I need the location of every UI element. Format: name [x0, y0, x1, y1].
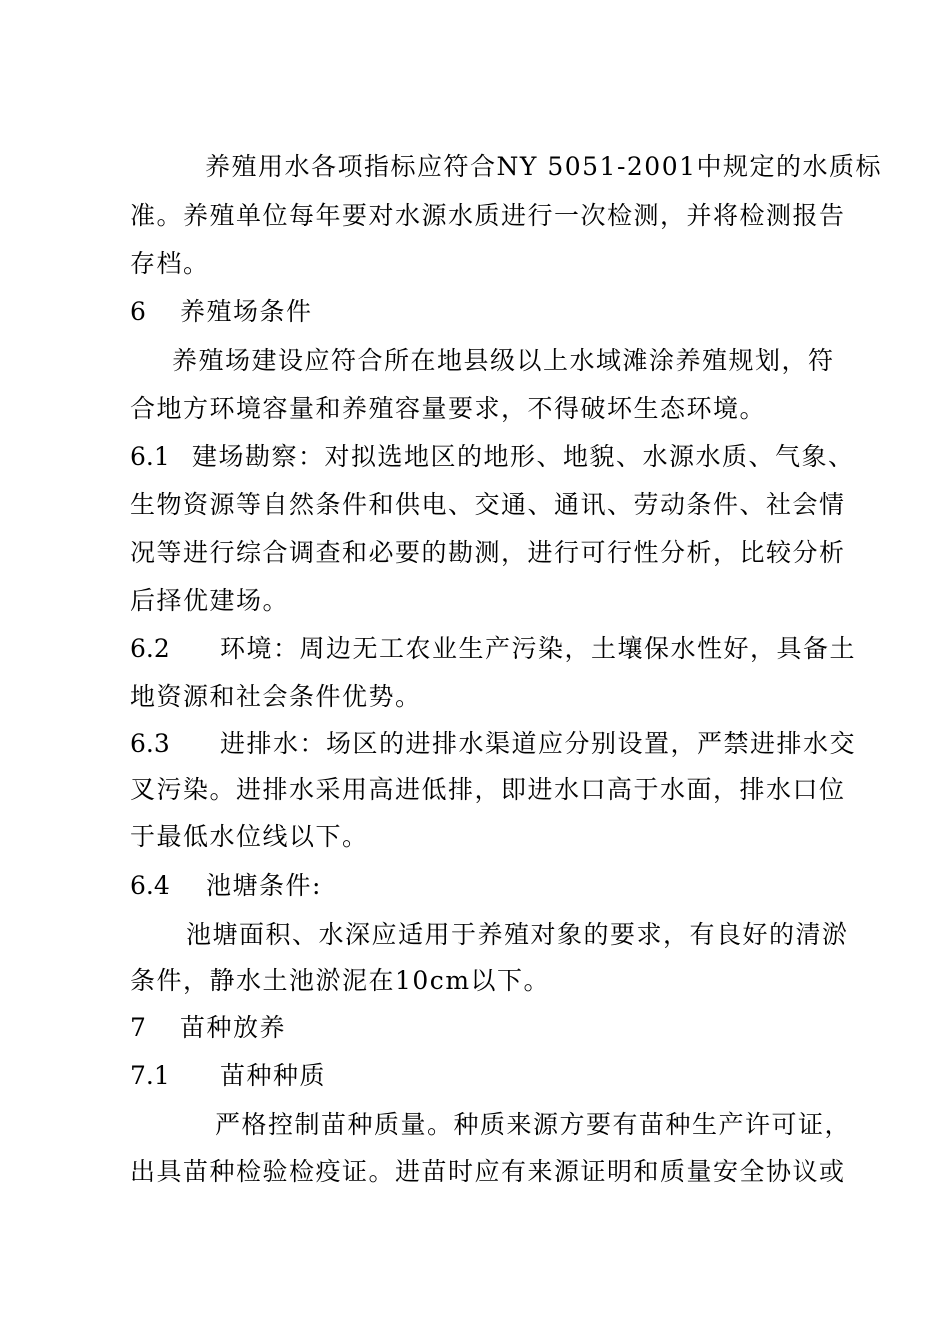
section-6-3-line-3: 于最低水位线以下。 — [130, 822, 369, 851]
section-6-4-line-2: 条件，静水土池淤泥在10cm以下。 — [130, 966, 551, 995]
section-6-1-line-1 — [130, 442, 855, 472]
water-quality-line-3: 存档。 — [130, 249, 210, 278]
water-quality-line-2: 准。养殖单位每年要对水源水质进行一次检测，并将检测报告 — [130, 201, 846, 230]
section-7-1-line-2: 出具苗种检验检疫证。进苗时应有来源证明和质量安全协议或 — [130, 1157, 846, 1186]
section-title: 苗种种质 — [220, 1061, 327, 1090]
section-7-1-heading — [130, 1061, 326, 1091]
section-6-3-line-1 — [130, 729, 856, 759]
section-6-1-line-2: 生物资源等自然条件和供电、交通、通讯、劳动条件、社会情 — [130, 490, 846, 519]
section-6-2-line-1 — [130, 634, 856, 664]
section-number: 6.2 — [130, 634, 170, 663]
section-number: 6.1 — [130, 442, 170, 471]
section-6-heading — [130, 297, 313, 327]
section-7-heading — [130, 1013, 286, 1043]
section-6-body-line-1: 养殖场建设应符合所在地县级以上水域滩涂养殖规划，符 — [172, 346, 835, 375]
water-quality-line-1: 养殖用水各项指标应符合NY 5051-2001中规定的水质标 — [205, 152, 883, 181]
section-number: 6.3 — [130, 729, 170, 758]
section-number: 7 — [130, 1013, 146, 1042]
section-7-1-line-1: 严格控制苗种质量。种质来源方要有苗种生产许可证， — [215, 1110, 852, 1139]
section-text: 进排水：场区的进排水渠道应分别设置，严禁进排水交 — [220, 729, 857, 758]
section-title: 苗种放养 — [180, 1013, 287, 1042]
section-6-4-line-1: 池塘面积、水深应适用于养殖对象的要求，有良好的清淤 — [186, 920, 849, 949]
section-number: 6.4 — [130, 871, 170, 900]
section-title: 池塘条件: — [206, 871, 322, 900]
section-6-3-line-2: 叉污染。进排水采用高进低排，即进水口高于水面，排水口位 — [130, 775, 846, 804]
section-text: 环境：周边无工农业生产污染，土壤保水性好，具备土 — [220, 634, 857, 663]
section-title: 养殖场条件 — [180, 297, 313, 326]
section-6-body-line-2: 合地方环境容量和养殖容量要求，不得破坏生态环境。 — [130, 394, 767, 423]
section-6-4-heading — [130, 871, 322, 901]
section-text: 建场勘察：对拟选地区的地形、地貌、水源水质、气象、 — [192, 442, 855, 471]
section-6-1-line-4: 后择优建场。 — [130, 586, 290, 615]
section-number: 7.1 — [130, 1061, 170, 1090]
section-6-1-line-3: 况等进行综合调查和必要的勘测，进行可行性分析，比较分析 — [130, 538, 846, 567]
section-number: 6 — [130, 297, 146, 326]
section-6-2-line-2: 地资源和社会条件优势。 — [130, 682, 422, 711]
